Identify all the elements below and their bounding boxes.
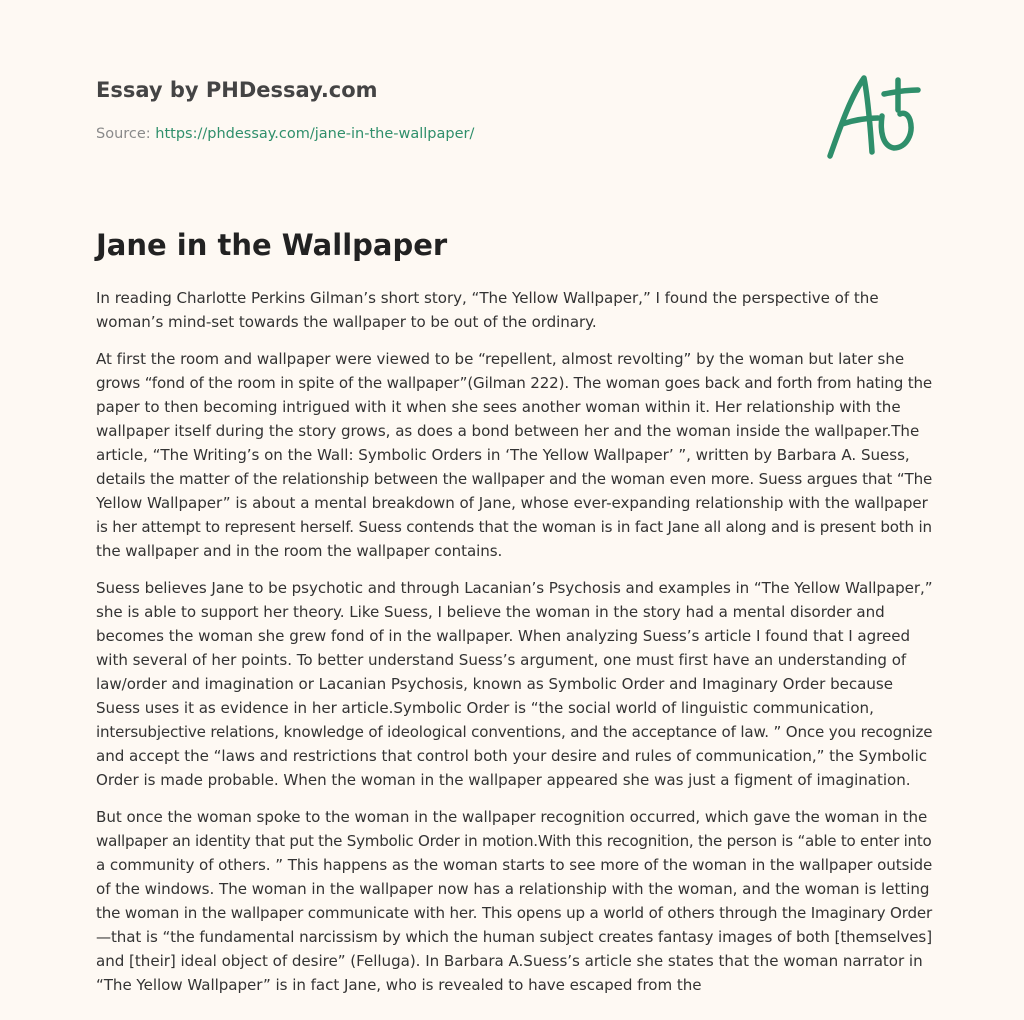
- paragraph-line: article, “The Writing’s on the Wall: Symbolic Orders in ‘The Yellow Wallpaper’ ”, written by Barbara A. Suess,: [96, 446, 910, 464]
- paragraph-line: intersubjective relations, knowledge of ideological conventions, and the acceptance of law. ” Once you recognize: [96, 723, 933, 741]
- paragraph-line: wallpaper an identity that put the Symbolic Order in motion.With this recognition, the person is “able to enter into: [96, 832, 932, 850]
- brand-title: Essay by PHDessay.com: [96, 78, 378, 102]
- paragraph-line: Yellow Wallpaper” is about a mental breakdown of Jane, whose ever-expanding relationship with the wallpaper: [96, 494, 928, 512]
- paragraph-line: law/order and imagination or Lacanian Psychosis, known as Symbolic Order and Imaginary Order because: [96, 675, 893, 693]
- paragraph-line: the woman in the wallpaper communicate with her. This opens up a world of others through the Imaginary Order: [96, 904, 933, 922]
- site-header: [96, 76, 378, 104]
- paragraph-line: woman’s mind-set towards the wallpaper to be out of the ordinary.: [96, 313, 597, 331]
- paragraph-line: is her attempt to represent herself. Suess contends that the woman is in fact Jane all along and is present both in: [96, 518, 932, 536]
- paragraph-line: with several of her points. To better understand Suess’s argument, one must first have an understanding of: [96, 651, 907, 669]
- paragraph-line: At first the room and wallpaper were viewed to be “repellent, almost revolting” by the woman but later she: [96, 350, 905, 368]
- paragraph-line: Suess believes Jane to be psychotic and through Lacanian’s Psychosis and examples in “The Yellow Wallpaper,”: [96, 579, 933, 597]
- paragraph-line: she is able to support her theory. Like Suess, I believe the woman in the story had a mental disorder and: [96, 603, 885, 621]
- a-plus-logo-icon: [822, 68, 932, 164]
- paragraph-line: the wallpaper and in the room the wallpaper contains.: [96, 542, 503, 560]
- paragraph-line: grows “fond of the room in spite of the wallpaper”(Gilman 222). The woman goes back and forth from hating the: [96, 374, 933, 392]
- source-label: Source:: [96, 126, 156, 142]
- page-title: Jane in the Wallpaper: [96, 228, 448, 262]
- paragraph-line: details the matter of the relationship between the wallpaper and the woman even more. Suess argues that “The: [96, 470, 933, 488]
- paragraph-line: Order is made probable. When the woman in the wallpaper appeared she was just a figment of imagination.: [96, 771, 911, 789]
- paragraph-line: and [their] ideal object of desire” (Felluga). In Barbara A.Suess’s article she states that the woman narrator in: [96, 952, 923, 970]
- paragraph-line: wallpaper itself during the story grows, as does a bond between her and the woman inside the wallpaper.The: [96, 422, 920, 440]
- source-link[interactable]: https://phdessay.com/jane-in-the-wallpaper/: [155, 126, 475, 142]
- paragraph-line: paper to then becoming intrigued with it when she sees another woman within it. Her relationship with the: [96, 398, 901, 416]
- paragraph: [96, 347, 936, 563]
- source-line: [96, 124, 474, 144]
- paragraph: [96, 286, 936, 334]
- paragraph-line: a community of others. ” This happens as the woman starts to see more of the woman in the wallpaper outside: [96, 856, 933, 874]
- paragraph-line: becomes the woman she grew fond of in the wallpaper. When analyzing Suess’s article I found that I agreed: [96, 627, 911, 645]
- paragraph-line: But once the woman spoke to the woman in the wallpaper recognition occurred, which gave the woman in the: [96, 808, 928, 826]
- paragraph-line: “The Yellow Wallpaper” is in fact Jane, who is revealed to have escaped from the: [96, 976, 702, 994]
- paragraph-line: —that is “the fundamental narcissism by which the human subject creates fantasy images of both [themselves]: [96, 928, 932, 946]
- paragraph: [96, 576, 936, 792]
- article-body: [96, 286, 936, 1010]
- paragraph-line: of the windows. The woman in the wallpaper now has a relationship with the woman, and the woman is letting: [96, 880, 930, 898]
- paragraph-line: In reading Charlotte Perkins Gilman’s short story, “The Yellow Wallpaper,” I found the perspective of the: [96, 289, 879, 307]
- paragraph: [96, 805, 936, 997]
- paragraph-line: Suess uses it as evidence in her article.Symbolic Order is “the social world of linguistic communication,: [96, 699, 874, 717]
- paragraph-line: and accept the “laws and restrictions that control both your desire and rules of communication,” the Symbolic: [96, 747, 928, 765]
